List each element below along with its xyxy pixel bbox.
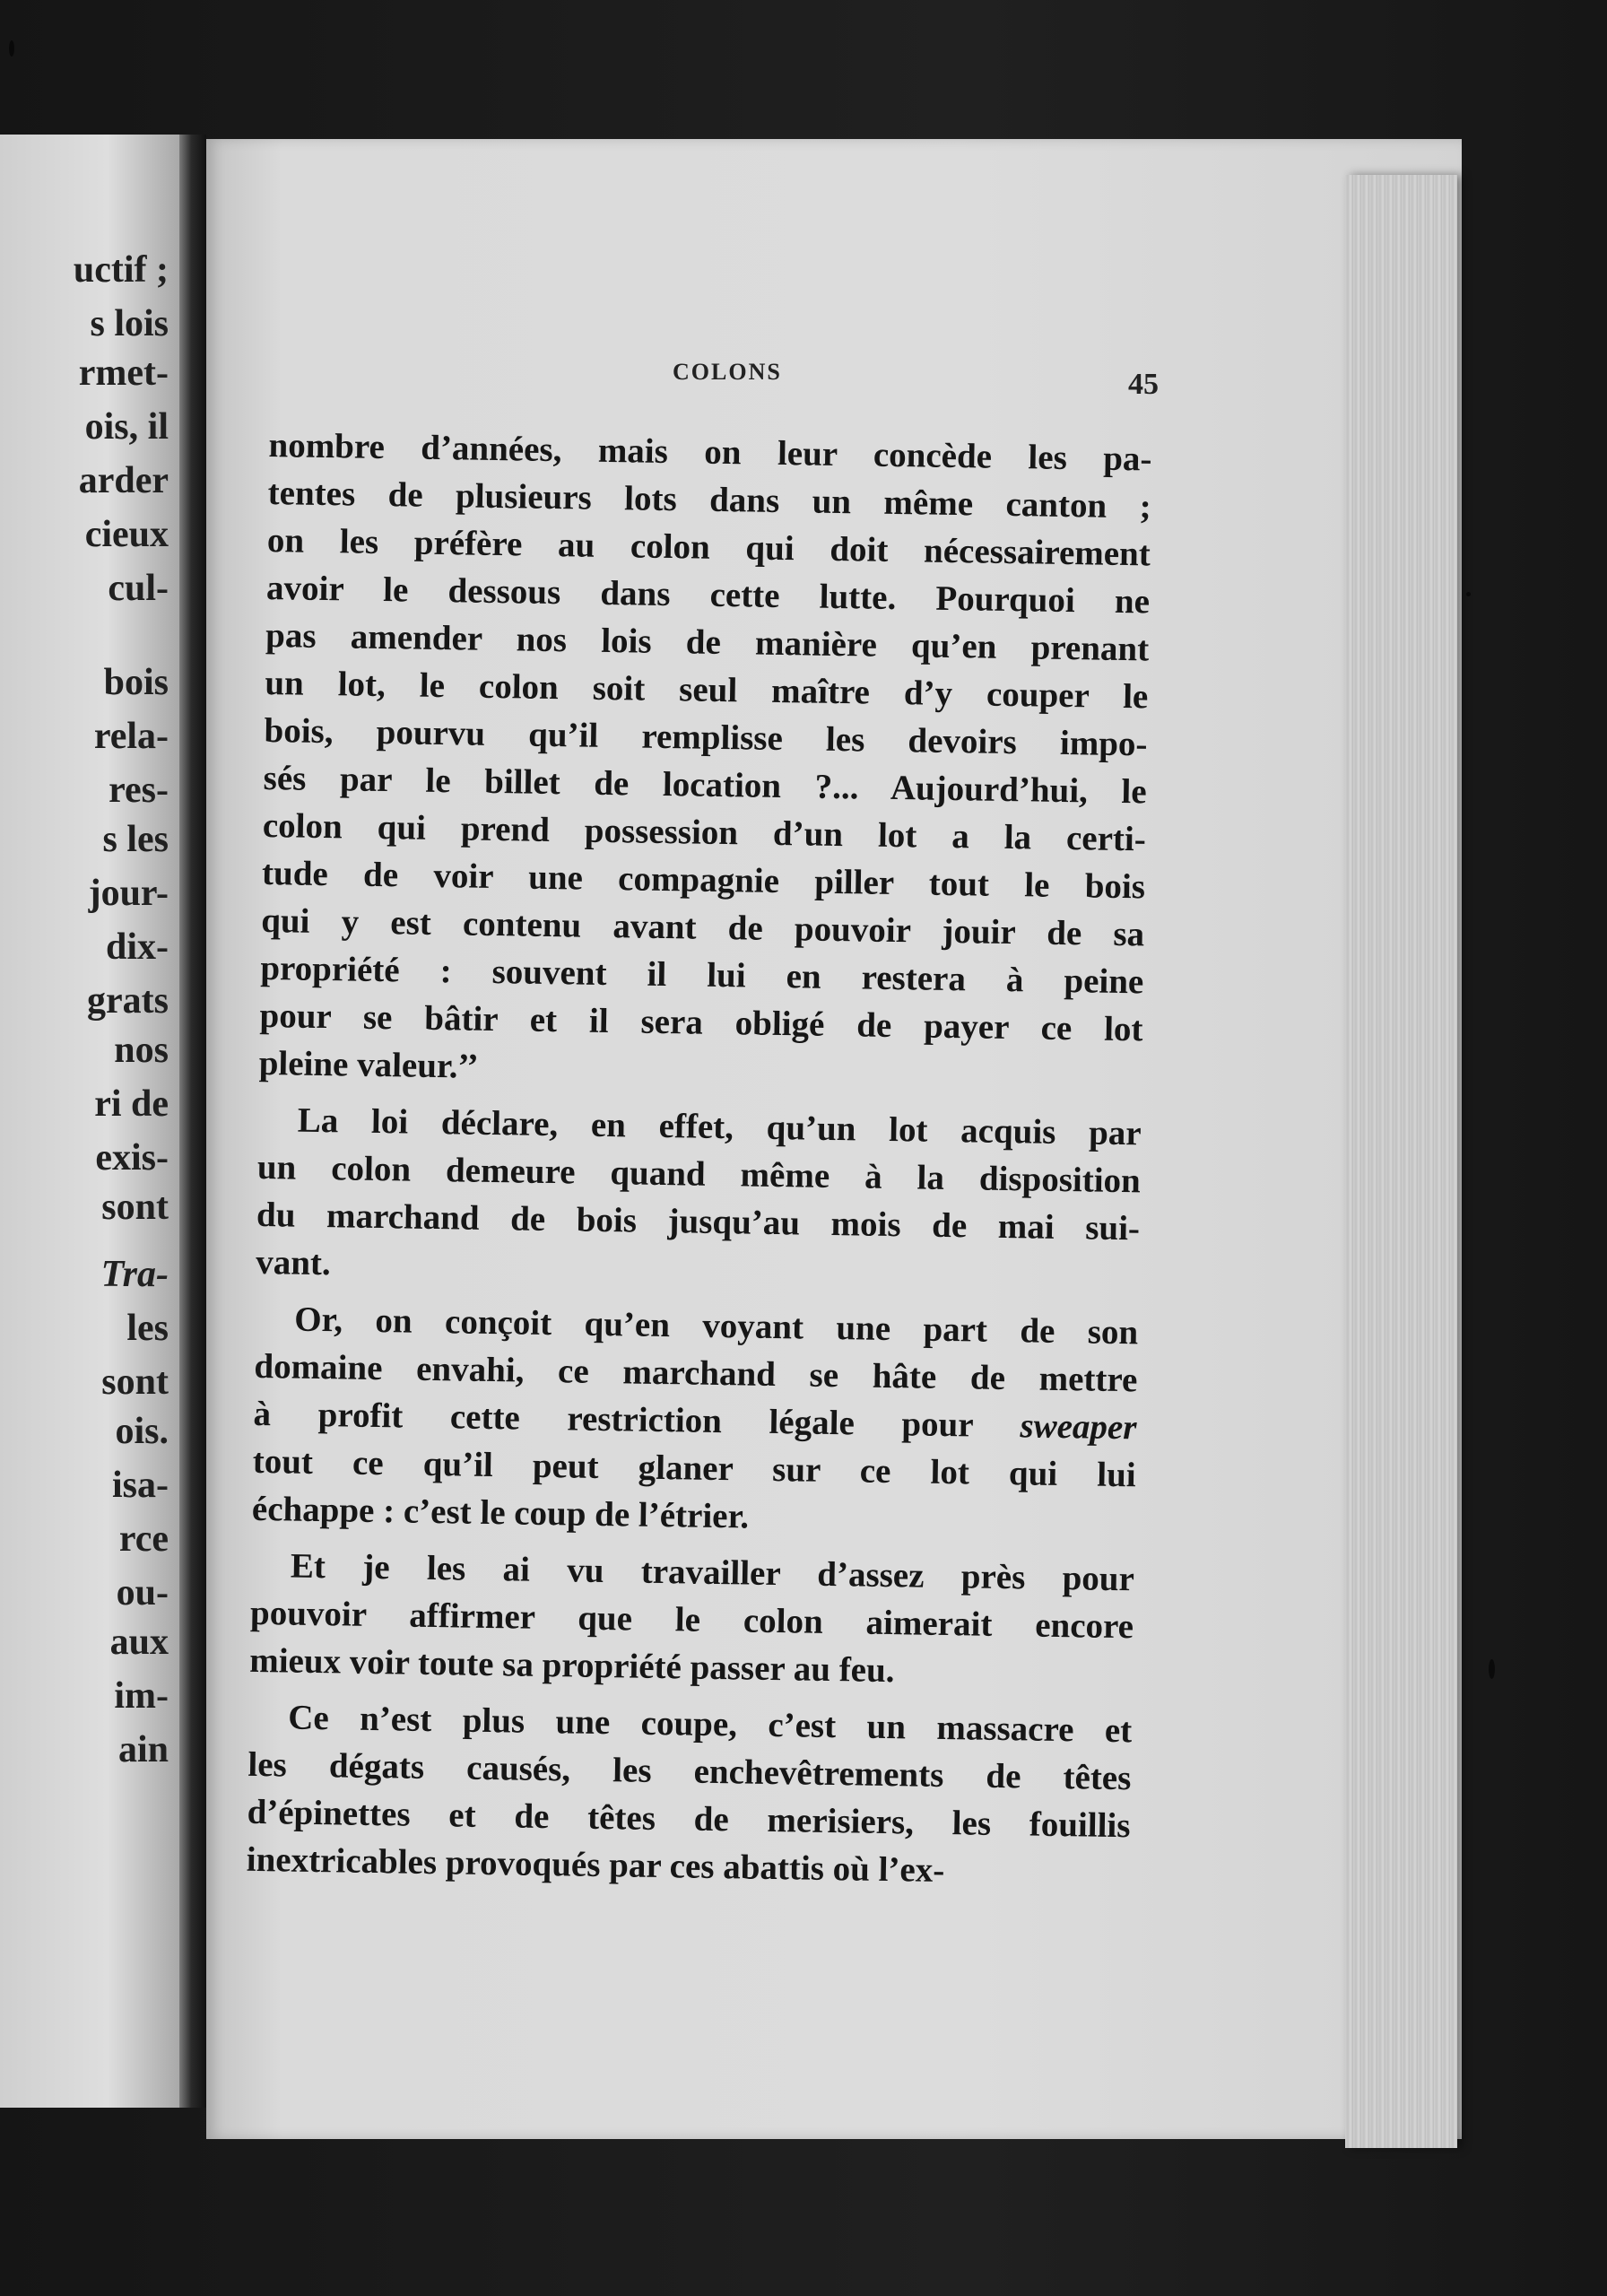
facing-page-fragment: aux [109, 1622, 169, 1663]
paragraph [252, 1295, 1139, 1546]
text-line: vant. [255, 1242, 332, 1283]
text-line: domaine envahi, ce marchand se hâte de mettre [254, 1346, 1138, 1400]
text-line: pleine valeur.’’ [258, 1043, 479, 1086]
text-line: du marchand de bois jusqu’au mois de mai sui- [256, 1195, 1141, 1248]
text-line: les dégats causés, les enchevêtrements de têtes [248, 1744, 1132, 1798]
paragraph [258, 422, 1152, 1100]
text-line: avoir le dessous dans cette lutte. Pourquoi ne [265, 568, 1151, 622]
facing-page-fragment: s lois [90, 303, 169, 344]
facing-page-fragment: jour- [88, 873, 169, 914]
facing-page-fragment: rce [118, 1518, 169, 1560]
text-line: pas amender nos lois de manière qu’en prenant [265, 615, 1150, 669]
text-line: tude de voir une compagnie piller tout le bois [261, 853, 1146, 907]
facing-page-fragment: res- [109, 770, 169, 811]
text-line: on les préfère au colon qui doit nécessairement [266, 520, 1151, 574]
paragraph [246, 1693, 1132, 1897]
paragraph [256, 1096, 1142, 1300]
body-text [246, 422, 1151, 1897]
facing-page-fragment: uctif ; [73, 249, 169, 291]
text-line: Et je les ai vu travailler d’assez près pour [290, 1546, 1135, 1599]
facing-page-fragment: im- [114, 1675, 169, 1717]
text-line: sés par le billet de location ?... Aujourd’hui, le [263, 758, 1147, 812]
facing-page-fragment: Tra- [100, 1254, 169, 1295]
facing-page-fragment: ois. [115, 1411, 169, 1452]
text-line: colon qui prend possession d’un lot a la certi- [262, 805, 1147, 859]
facing-page-fragment: rmet- [78, 352, 169, 394]
facing-page-fragment: les [126, 1308, 169, 1349]
text-line: échappe : c’est le coup de l’étrier. [251, 1489, 750, 1536]
text-line: un lot, le colon soit seul maître d’y couper le [265, 663, 1149, 717]
facing-page-fragment: exis- [95, 1137, 169, 1178]
text-line: un colon demeure quand même à la disposition [256, 1147, 1142, 1201]
facing-page-fragment: arder [78, 460, 169, 501]
text-line: pour se bâtir et il sera obligé de payer ce lot [259, 996, 1143, 1049]
facing-page-fragment: nos [114, 1030, 169, 1071]
facing-page-fragment: isa- [112, 1465, 169, 1506]
facing-page-fragment: bois [103, 662, 169, 703]
text-line: d’épinettes et de têtes de merisiers, les fouillis [247, 1792, 1131, 1846]
paragraph [249, 1542, 1134, 1698]
text-line: nombre d’années, mais on leur concède les pa- [268, 425, 1152, 479]
page-edges [1345, 175, 1457, 2148]
ink-speck [1466, 592, 1471, 596]
ink-speck [1489, 1659, 1495, 1679]
ink-speck [9, 40, 14, 57]
text-line: propriété : souvent il lui en restera à peine [260, 948, 1144, 1002]
text-line: tentes de plusieurs lots dans un même canton ; [267, 473, 1151, 526]
facing-page-fragment: ain [117, 1729, 169, 1770]
text-line: La loi déclare, en effet, qu’un lot acquis par [297, 1100, 1142, 1153]
text-line: Ce n’est plus une coupe, c’est un massacre et [287, 1698, 1133, 1751]
facing-page-fragment: sont [101, 1187, 169, 1228]
facing-page-fragment: grats [87, 980, 169, 1022]
text-line: mieux voir toute sa propriété passer au feu. [248, 1640, 895, 1691]
facing-page-fragment: s les [102, 819, 169, 860]
text-line: pouvoir affirmer que le colon aimerait encore [249, 1593, 1134, 1647]
text-line: bois, pourvu qu’il remplisse les devoirs impo- [264, 710, 1148, 764]
facing-page-fragment: ou- [116, 1572, 169, 1613]
facing-page-fragment: cul- [108, 568, 169, 609]
text-line: qui y est contenu avant de pouvoir jouir de sa [260, 900, 1145, 954]
italic-word: sweaper [1020, 1406, 1137, 1448]
facing-page-fragment: cieux [84, 514, 169, 555]
text-line: inextricables provoqués par ces abattis où l’ex- [246, 1839, 945, 1891]
facing-page-fragment: sont [101, 1361, 169, 1403]
text-line: à profit cette restriction légale pour sweaper [253, 1394, 1137, 1448]
facing-page-fragment: dix- [105, 926, 169, 968]
book-gutter [179, 135, 206, 2108]
running-header: COLONS [673, 359, 782, 385]
facing-page-fragment: rela- [93, 716, 169, 757]
left-page [0, 135, 179, 2108]
text-line: Or, on conçoit qu’en voyant une part de son [293, 1300, 1139, 1352]
facing-page-fragment: ri de [94, 1083, 169, 1125]
page-number: 45 [1128, 368, 1159, 401]
facing-page-fragment: ois, il [84, 406, 169, 448]
text-line: tout ce qu’il peut glaner sur ce lot qui lui [252, 1441, 1137, 1495]
